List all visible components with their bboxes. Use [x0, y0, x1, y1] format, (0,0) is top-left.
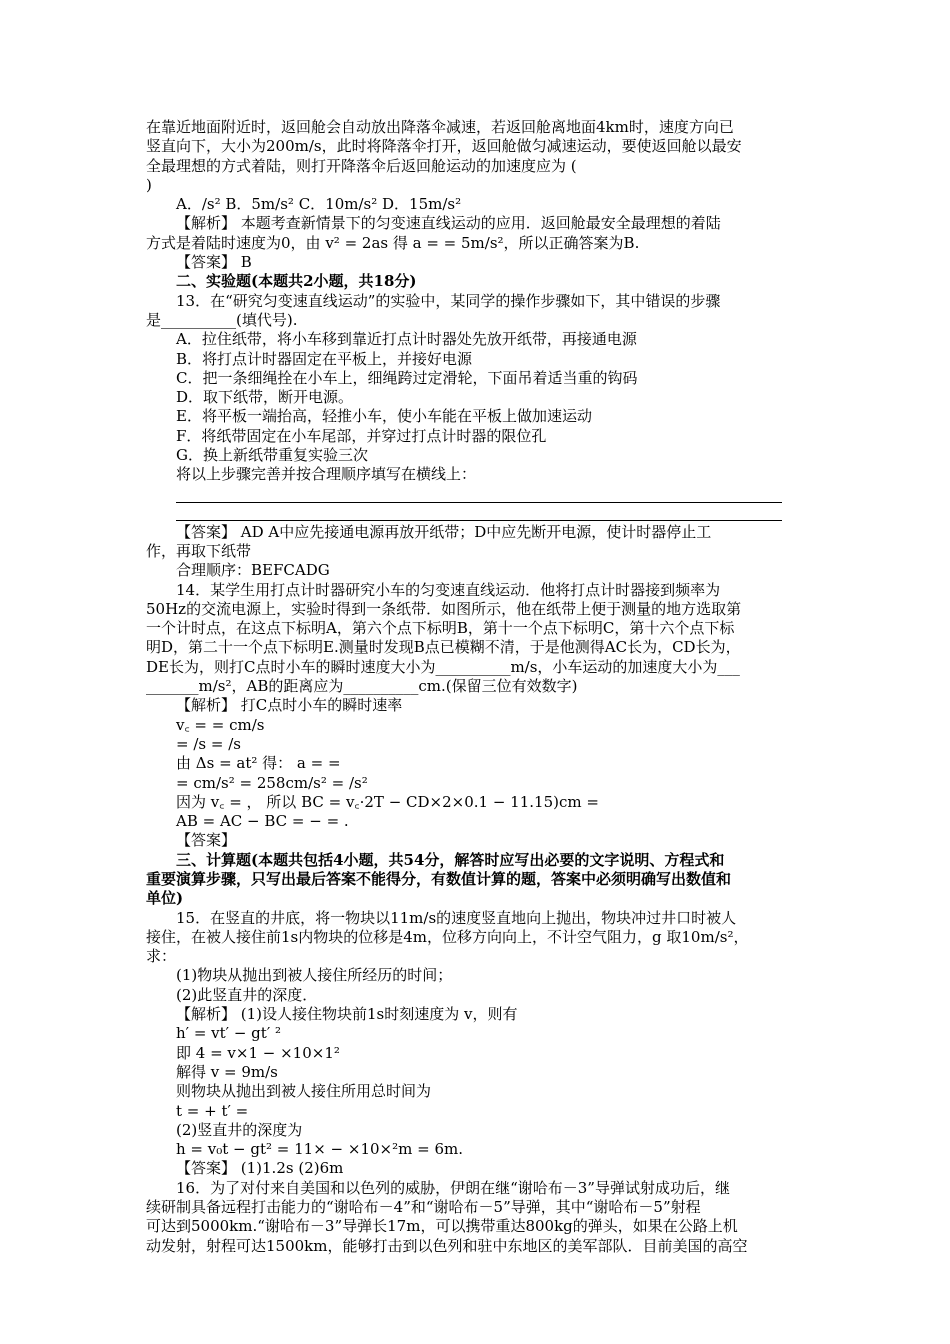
step-item: F．将纸带固定在小车尾部，并穿过打点计时器的限位孔	[176, 426, 547, 445]
formula-line: (2)竖直井的深度为	[176, 1120, 303, 1139]
analysis-text: 【解析】 打C点时小车的瞬时速率	[176, 696, 403, 715]
answer-text: 【答案】 B	[176, 253, 252, 272]
question-text: 16．为了对付来自美国和以色列的威胁，伊朗在继“谢哈布－3”导弹试射成功后，继	[176, 1178, 730, 1197]
formula-line: AB = AC − BC = − = .	[176, 812, 349, 831]
text-line: 全最理想的方式着陆，则打开降落伞后返回舱运动的加速度应为 (	[146, 156, 577, 175]
formula-line: 由 Δs = at² 得： a = =	[176, 754, 341, 773]
step-item: A．拉住纸带，将小车移到靠近打点计时器处先放开纸带，再接通电源	[176, 330, 637, 349]
section-heading: 二、实验题(本题共2小题，共18分)	[176, 272, 417, 291]
step-item: D．取下纸带，断开电源。	[176, 388, 354, 407]
answer-text: 作，再取下纸带	[146, 541, 252, 560]
answer-blank-line	[176, 485, 782, 503]
step-item: B．将打点计时器固定在平板上，并接好电源	[176, 349, 473, 368]
formula-line: 即 4 = v×1 − ×10×1²	[176, 1043, 340, 1062]
section-heading: 重要演算步骤，只写出最后答案不能得分，有数值计算的题，答案中必须明确写出数值和	[146, 869, 732, 888]
formula-line: 解得 v = 9m/s	[176, 1062, 278, 1081]
step-item: C．把一条细绳拴在小车上，细绳跨过定滑轮，下面吊着适当重的钩码	[176, 368, 638, 387]
question-text: 将以上步骤完善并按合理顺序填写在横线上：	[176, 465, 477, 484]
question-text: 50Hz的交流电源上，实验时得到一条纸带．如图所示，他在纸带上便于测量的地方选取第	[146, 599, 742, 618]
text-line: 在靠近地面附近时，返回舱会自动放出降落伞减速，若返回舱离地面4km时，速度方向已	[146, 118, 734, 136]
analysis-text: 【解析】 本题考查新情景下的匀变速直线运动的应用．返回舱最安全最理想的着陆	[176, 214, 721, 233]
section-heading: 三、计算题(本题共包括4小题，共54分，解答时应写出必要的文字说明、方程式和	[176, 850, 725, 869]
answer-blank-line	[176, 503, 782, 521]
formula-line: 则物块从抛出到被人接住所用总时间为	[176, 1082, 432, 1101]
formula-line: = /s = /s	[176, 734, 241, 753]
question-text: (2)此竖直井的深度．	[176, 985, 318, 1004]
text-line: )	[146, 175, 152, 194]
answer-text: 【答案】 AD A中应先接通电源再放开纸带；D中应先断开电源，使计时器停止工	[176, 522, 712, 541]
analysis-text: 方式是着陆时速度为0，由 v² = 2as 得 a = = 5m/s²，所以正确答案为B.	[146, 233, 640, 252]
question-text: 求：	[146, 947, 177, 966]
answer-text: 【答案】	[176, 831, 237, 850]
question-text: 是__________(填代号).	[146, 310, 298, 329]
step-item: G．换上新纸带重复实验三次	[176, 446, 368, 465]
question-text: 14．某学生用打点计时器研究小车的匀变速直线运动．他将打点计时器接到频率为	[176, 580, 721, 599]
formula-line: t = + t′ =	[176, 1101, 249, 1120]
question-text: _______m/s²，AB的距离应为__________cm.(保留三位有效数字)	[146, 677, 578, 696]
question-text: 可达到5000km.“谢哈布－3”导弹长17m，可以携带重达800kg的弹头，如果在公路上机	[146, 1217, 738, 1236]
question-options: A．/s² B．5m/s² C．10m/s² D．15m/s²	[176, 195, 462, 214]
step-item: E．将平板一端抬高，轻推小车，使小车能在平板上做加速运动	[176, 407, 592, 426]
question-text: DE长为，则打C点时小车的瞬时速度大小为__________m/s，小车运动的加速度大小为___	[146, 657, 740, 676]
document-page	[146, 118, 808, 1256]
section-heading: 单位)	[146, 889, 184, 908]
formula-line: h′ = vt′ − gt′ ²	[176, 1024, 281, 1043]
formula-line: h = v₀t − gt² = 11× − ×10×²m = 6m.	[176, 1140, 463, 1159]
question-text: 一个计时点，在这点下标明A，第六个点下标明B，第十一个点下标明C，第十六个点下标	[146, 619, 735, 638]
formula-line: 因为 v꜀ = ， 所以 BC = v꜀·2T − CD×2×0.1 − 11.15)cm =	[176, 792, 599, 811]
question-text: 明D，第二十一个点下标明E.测量时发现B点已模糊不清，于是他测得AC长为，CD长为，	[146, 638, 741, 657]
formula-line: = cm/s² = 258cm/s² = /s²	[176, 773, 368, 792]
analysis-text: 【解析】 (1)设人接住物块前1s时刻速度为 v，则有	[176, 1005, 518, 1024]
question-text: 接住，在被人接住前1s内物块的位移是4m，位移方向向上，不计空气阻力，g 取10m/s²，	[146, 927, 749, 946]
question-text: 续研制具备远程打击能力的“谢哈布－4”和“谢哈布－5”导弹，其中“谢哈布－5”射程	[146, 1198, 701, 1217]
answer-text: 【答案】 (1)1.2s (2)6m	[176, 1159, 344, 1178]
formula-line: v꜀ = = cm/s	[176, 715, 265, 734]
answer-text: 合理顺序：BEFCADG	[176, 561, 330, 580]
question-text: 动发射，射程可达1500km，能够打击到以色列和驻中东地区的美军部队．目前美国的高空	[146, 1236, 748, 1255]
question-text: (1)物块从抛出到被人接住所经历的时间；	[176, 966, 453, 985]
question-text: 13．在“研究匀变速直线运动”的实验中，某同学的操作步骤如下，其中错误的步骤	[176, 291, 721, 310]
question-text: 15．在竖直的井底，将一物块以11m/s的速度竖直地向上抛出，物块冲过井口时被人	[176, 908, 737, 927]
text-line: 竖直向下，大小为200m/s，此时将降落伞打开，返回舱做匀减速运动，要使返回舱以最安	[146, 137, 742, 156]
